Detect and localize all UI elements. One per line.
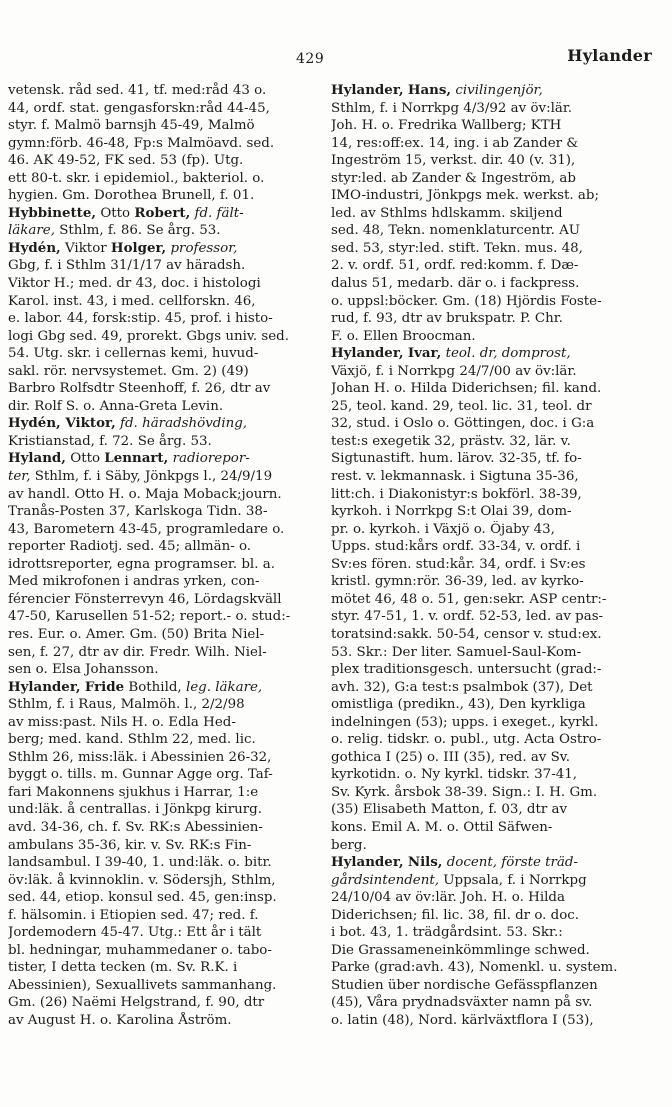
entry-text: Ingeström 15, verkst. dir. 40 (v. 31), bbox=[331, 153, 576, 169]
entry-text: Gbg, f. i Sthlm 31/1/17 av häradsh. bbox=[8, 258, 246, 274]
entry-title: radiorepor- bbox=[172, 451, 250, 467]
entry-text: Diderichsen; fil. lic. 38, fil. dr o. doc. bbox=[331, 907, 580, 923]
entry-name: Holger, bbox=[110, 239, 167, 256]
text-line bbox=[8, 275, 320, 293]
entry-text: Gm. (26) Naëmi Helgstrand, f. 90, dtr bbox=[8, 995, 265, 1011]
text-line bbox=[8, 573, 320, 591]
entry-text: Sthlm, f. i Norrkpg 4/3/92 av öv:lär. bbox=[331, 100, 573, 116]
entry-text: i bot. 43, 1. trädgårdsint. 53. Skr.: bbox=[331, 925, 563, 941]
entry-text: 44, ordf. stat. gengasforskn:råd 44-45, bbox=[8, 100, 270, 116]
text-line bbox=[8, 556, 320, 574]
entry-text: Die Grassameneinkömmlinge schwed. bbox=[331, 942, 590, 958]
entry-text: (45), Våra prydnadsväxter namn på sv. bbox=[331, 995, 593, 1011]
entry-text: styr. 47-51, 1. v. ordf. 52-53, led. av pas- bbox=[331, 609, 604, 625]
text-line bbox=[331, 450, 663, 468]
page-number: 429 bbox=[296, 51, 325, 67]
entry-text: kons. Emil A. M. o. Ottil Säfwen- bbox=[331, 819, 553, 835]
text-line bbox=[8, 977, 320, 995]
entry-text: ambulans 35-36, kir. v. Sv. RK:s Fin- bbox=[8, 837, 252, 853]
entry-text: Jordemodern 45-47. Utg.: Ett år i tält bbox=[8, 925, 262, 941]
entry-text: Sigtunastift. hum. lärov. 32-35, tf. fo- bbox=[331, 451, 582, 467]
text-line bbox=[331, 924, 663, 942]
entry-text: 53. Skr.: Der liter. Samuel-Saul-Kom- bbox=[331, 644, 582, 660]
text-line bbox=[331, 380, 663, 398]
text-line bbox=[8, 117, 320, 135]
entry-text: 46. AK 49-52, FK sed. 53 (fp). Utg. bbox=[8, 153, 244, 169]
text-line bbox=[8, 100, 320, 118]
entry-text: Karol. inst. 43, i med. cellforskn. 46, bbox=[8, 293, 256, 309]
entry-text: 43, Barometern 43-45, programledare o. bbox=[8, 521, 285, 537]
entry-text: o. latin (48), Nord. kärlväxtflora I (53), bbox=[331, 1012, 594, 1028]
entry-name: Hybbinette, bbox=[8, 204, 97, 221]
entry-text: dalus 51, medarb. där o. i fackpress. bbox=[331, 276, 580, 292]
entry-text: Uppsala, f. i Norrkpg bbox=[439, 872, 587, 888]
text-line bbox=[8, 170, 320, 188]
entry-text: 14, res:off:ex. 14, ing. i ab Zander & bbox=[331, 135, 579, 151]
entry-text: Viktor bbox=[60, 240, 111, 256]
entry-name: Hylander, bbox=[8, 678, 81, 695]
text-line bbox=[8, 310, 320, 328]
text-line bbox=[331, 556, 663, 574]
entry-title: fd. fält- bbox=[194, 205, 244, 221]
entry-name: Hylander, bbox=[331, 82, 404, 98]
text-line bbox=[8, 468, 320, 486]
text-line bbox=[331, 854, 663, 872]
text-line bbox=[8, 257, 320, 275]
text-line bbox=[8, 608, 320, 626]
text-line bbox=[8, 328, 320, 346]
entry-text: fari Makonnens sjukhus i Harrar, 1:e bbox=[8, 784, 259, 800]
entry-text: Växjö, f. i Norrkpg 24/7/00 av öv:lär. bbox=[331, 363, 577, 379]
text-line bbox=[8, 994, 320, 1012]
entry-text: o. relig. tidskr. o. publ., utg. Acta Ostro- bbox=[331, 732, 602, 748]
entry-name: Hans, bbox=[407, 82, 452, 98]
entry-text: hygien. Gm. Dorothea Brunell, f. 01. bbox=[8, 188, 255, 204]
text-line bbox=[331, 959, 663, 977]
text-line bbox=[8, 205, 320, 223]
text-line bbox=[8, 380, 320, 398]
text-line bbox=[331, 257, 663, 275]
entry-text: logi Gbg sed. 49, prorekt. Gbgs univ. sed. bbox=[8, 328, 289, 344]
entry-text: Parke (grad:avh. 43), Nomenkl. u. system. bbox=[331, 960, 618, 976]
text-line bbox=[331, 187, 663, 205]
text-line bbox=[8, 661, 320, 679]
entry-text: byggt o. tills. m. Gunnar Agge org. Taf- bbox=[8, 767, 273, 783]
entry-text: Otto bbox=[65, 451, 105, 467]
text-line bbox=[331, 837, 663, 855]
text-line bbox=[331, 977, 663, 995]
text-line bbox=[8, 854, 320, 872]
entry-text: F. o. Ellen Broocman. bbox=[331, 328, 476, 344]
text-line bbox=[331, 82, 663, 100]
text-line bbox=[8, 714, 320, 732]
text-line bbox=[331, 135, 663, 153]
entry-text: IMO-industri, Jönkpgs mek. werkst. ab; bbox=[331, 188, 599, 204]
text-line bbox=[8, 784, 320, 802]
text-line bbox=[331, 538, 663, 556]
text-line bbox=[331, 486, 663, 504]
entry-text: avd. 34-36, ch. f. Sv. RK:s Abessinien- bbox=[8, 819, 263, 835]
entry-title: läkare, bbox=[8, 223, 55, 239]
entry-text: 2. v. ordf. 51, ordf. red:komm. f. Dæ- bbox=[331, 258, 579, 274]
entry-text: öv:läk. å kvinnoklin. v. Södersjh, Sthlm, bbox=[8, 872, 276, 888]
entry-text: 47-50, Karusellen 51-52; report.- o. stud:- bbox=[8, 609, 291, 625]
text-line bbox=[331, 626, 663, 644]
left-column bbox=[8, 82, 320, 1030]
entry-text: f. hälsomin. i Etiopien sed. 47; red. f. bbox=[8, 907, 259, 923]
entry-text: Bothild, bbox=[124, 679, 186, 695]
entry-name: Hylander, bbox=[331, 345, 404, 362]
entry-text: kristl. gymn:rör. 36-39, led. av kyrko- bbox=[331, 574, 584, 590]
entry-text: styr:led. ab Zander & Ingeström, ab bbox=[331, 170, 576, 186]
entry-title: teol. dr, domprost, bbox=[445, 346, 571, 362]
entry-text: Studien über nordische Gefässpflanzen bbox=[331, 977, 598, 993]
text-line bbox=[8, 837, 320, 855]
entry-text: plex traditionsgesch. untersucht (grad:- bbox=[331, 662, 602, 678]
text-line bbox=[8, 152, 320, 170]
text-line bbox=[331, 696, 663, 714]
text-line bbox=[331, 433, 663, 451]
text-line bbox=[331, 293, 663, 311]
entry-text: sed. 48, Tekn. nomenklaturcentr. AU bbox=[331, 223, 581, 239]
entry-text: kyrkoh. i Norrkpg S:t Olai 39, dom- bbox=[331, 504, 572, 520]
entry-text: mötet 46, 48 o. 51, gen:sekr. ASP centr:- bbox=[331, 591, 607, 607]
entry-text: gothica I (25) o. III (35), red. av Sv. bbox=[331, 749, 571, 765]
text-line bbox=[331, 591, 663, 609]
entry-text: Kristianstad, f. 72. Se årg. 53. bbox=[8, 433, 212, 449]
entry-name: Hylander, bbox=[331, 854, 404, 871]
text-line bbox=[8, 591, 320, 609]
entry-text: test:s exegetik 32, prästv. 32, lär. v. bbox=[331, 433, 571, 449]
entry-name: Hyland, bbox=[8, 450, 66, 467]
entry-text: 24/10/04 av öv:lär. Joh. H. o. Hilda bbox=[331, 890, 565, 906]
text-line bbox=[8, 696, 320, 714]
text-line bbox=[331, 766, 663, 784]
entry-text: Abessinien), Sexuallivets sammanhang. bbox=[8, 977, 277, 993]
entry-text: reporter Radiotj. sed. 45; allmän- o. bbox=[8, 539, 252, 555]
text-line bbox=[331, 521, 663, 539]
text-line bbox=[8, 82, 320, 100]
entry-text: gymn:förb. 46-48, Fp:s Malmöavd. sed. bbox=[8, 135, 275, 151]
entry-text: litt:ch. i Diakonistyr:s bokförl. 38-39, bbox=[331, 486, 582, 502]
text-line bbox=[8, 819, 320, 837]
entry-title: fd. häradshövding, bbox=[120, 416, 248, 432]
entry-title: ter, bbox=[8, 469, 31, 485]
text-line bbox=[331, 661, 663, 679]
entry-text: Sthlm 26, miss:läk. i Abessinien 26-32, bbox=[8, 749, 272, 765]
entry-name: Hydén, Viktor, bbox=[8, 415, 116, 432]
entry-text: av August H. o. Karolina Åström. bbox=[8, 1012, 232, 1028]
text-line bbox=[8, 433, 320, 451]
entry-text: pr. o. kyrkoh. i Växjö o. Öjaby 43, bbox=[331, 521, 555, 537]
entry-text: o. uppsl:böcker. Gm. (18) Hjördis Foste- bbox=[331, 293, 602, 309]
text-line bbox=[331, 801, 663, 819]
text-line bbox=[8, 503, 320, 521]
text-line bbox=[8, 293, 320, 311]
text-line bbox=[331, 644, 663, 662]
text-line bbox=[331, 889, 663, 907]
text-line bbox=[8, 240, 320, 258]
text-line bbox=[8, 187, 320, 205]
text-line bbox=[331, 345, 663, 363]
entry-name: Nils, bbox=[407, 854, 443, 871]
entry-text: 25, teol. kand. 29, teol. lic. 31, teol. dr bbox=[331, 398, 592, 414]
entry-text: ett 80-t. skr. i epidemiol., bakteriol. o. bbox=[8, 170, 265, 186]
entry-text: av miss:past. Nils H. o. Edla Hed- bbox=[8, 714, 236, 730]
text-line bbox=[331, 117, 663, 135]
entry-text: e. labor. 44, forsk:stip. 45, prof. i histo- bbox=[8, 311, 273, 327]
entry-text: styr. f. Malmö barnsjh 45-49, Malmö bbox=[8, 118, 255, 134]
text-line bbox=[8, 626, 320, 644]
text-line bbox=[331, 1012, 663, 1030]
right-column bbox=[331, 82, 663, 1030]
entry-text: Med mikrofonen i andras yrken, con- bbox=[8, 574, 260, 590]
entry-text: dir. Rolf S. o. Anna-Greta Levin. bbox=[8, 398, 224, 414]
text-line bbox=[8, 486, 320, 504]
entry-name: Ivar, bbox=[407, 345, 442, 362]
entry-text: av handl. Otto H. o. Maja Moback;journ. bbox=[8, 486, 282, 502]
entry-title: civilingenjör, bbox=[455, 83, 543, 98]
entry-text: idrottsreporter, egna programser. bl. a. bbox=[8, 556, 275, 572]
text-line bbox=[331, 714, 663, 732]
entry-name: Fride bbox=[84, 678, 125, 695]
text-line bbox=[8, 766, 320, 784]
entry-text: 32, stud. i Oslo o. Göttingen, doc. i G:a bbox=[331, 416, 595, 432]
entry-text: vetensk. råd sed. 41, tf. med:råd 43 o. bbox=[8, 83, 267, 98]
text-line bbox=[8, 135, 320, 153]
text-line bbox=[331, 573, 663, 591]
entry-text: berg. bbox=[331, 837, 367, 853]
entry-title: professor, bbox=[170, 240, 238, 256]
entry-text: berg; med. kand. Sthlm 22, med. lic. bbox=[8, 732, 256, 748]
text-line bbox=[331, 328, 663, 346]
entry-text: Sv. Kyrk. årsbok 38-39. Sign.: I. H. Gm. bbox=[331, 784, 598, 800]
entry-text: Otto bbox=[96, 205, 135, 221]
entry-text: sed. 53, styr:led. stift. Tekn. mus. 48, bbox=[331, 240, 583, 256]
text-line bbox=[331, 942, 663, 960]
text-line bbox=[331, 222, 663, 240]
text-line bbox=[331, 310, 663, 328]
entry-text: sen o. Elsa Johansson. bbox=[8, 662, 159, 678]
text-line bbox=[331, 731, 663, 749]
text-line bbox=[8, 363, 320, 381]
entry-text: Upps. stud:kårs ordf. 33-34, v. ordf. i bbox=[331, 539, 581, 555]
text-line bbox=[331, 363, 663, 381]
entry-text: rest. v. lekmannask. i Sigtuna 35-36, bbox=[331, 469, 579, 485]
text-line bbox=[331, 415, 663, 433]
text-line bbox=[8, 398, 320, 416]
text-line bbox=[331, 907, 663, 925]
entry-title: leg. läkare, bbox=[185, 679, 263, 695]
entry-text: (35) Elisabeth Matton, f. 03, dtr av bbox=[331, 802, 568, 818]
text-line bbox=[8, 644, 320, 662]
entry-text: Sthlm, f. i Raus, Malmöh. l., 2/2/98 bbox=[8, 697, 245, 713]
text-line bbox=[8, 907, 320, 925]
entry-text: Johan H. o. Hilda Diderichsen; fil. kand. bbox=[331, 381, 602, 397]
text-line bbox=[8, 872, 320, 890]
text-line bbox=[331, 608, 663, 626]
text-line bbox=[331, 468, 663, 486]
text-line bbox=[8, 749, 320, 767]
text-line bbox=[331, 503, 663, 521]
entry-title: gårdsintendent, bbox=[331, 872, 439, 888]
entry-name: Robert, bbox=[134, 204, 191, 221]
entry-text: Sthlm, f. i Säby, Jönkpgs l., 24/9/19 bbox=[30, 469, 273, 485]
entry-name: Lennart, bbox=[104, 450, 169, 467]
entry-text: sakl. rör. nervsystemet. Gm. 2) (49) bbox=[8, 363, 249, 379]
entry-text: Sv:es fören. stud:kår. 34, ordf. i Sv:es bbox=[331, 556, 586, 572]
text-line bbox=[331, 784, 663, 802]
text-line bbox=[8, 924, 320, 942]
text-line bbox=[331, 872, 663, 890]
entry-text: omistliga (predikn., 43), Den kyrkliga bbox=[331, 697, 586, 713]
text-line bbox=[331, 819, 663, 837]
text-line bbox=[8, 942, 320, 960]
entry-text: sed. 44, etiop. konsul sed. 45, gen:insp. bbox=[8, 890, 277, 906]
text-line bbox=[331, 749, 663, 767]
entry-text: landsambul. I 39-40, 1. und:läk. o. bitr. bbox=[8, 855, 272, 871]
running-head: Hylander bbox=[567, 46, 652, 65]
entry-text: indelningen (53); upps. i exeget., kyrkl. bbox=[331, 714, 599, 730]
text-line bbox=[8, 450, 320, 468]
entry-text: led. av Sthlms hdlskamm. skiljend bbox=[331, 205, 563, 221]
entry-text: tister, I detta tecken (m. Sv. R.K. i bbox=[8, 960, 238, 976]
text-line bbox=[8, 415, 320, 433]
text-line bbox=[331, 205, 663, 223]
text-line bbox=[331, 679, 663, 697]
text-line bbox=[331, 275, 663, 293]
entry-text: rud, f. 93, dtr av brukspatr. P. Chr. bbox=[331, 311, 563, 327]
text-line bbox=[331, 100, 663, 118]
text-line bbox=[331, 398, 663, 416]
entry-title: docent, förste träd- bbox=[446, 855, 579, 871]
text-line bbox=[8, 801, 320, 819]
entry-text: férencier Fönsterrevyn 46, Lördagskväll bbox=[8, 591, 282, 607]
text-line bbox=[8, 679, 320, 697]
entry-text: Viktor H.; med. dr 43, doc. i histologi bbox=[8, 276, 261, 292]
entry-text: sen, f. 27, dtr av dir. Fredr. Wilh. Niel- bbox=[8, 644, 267, 660]
text-line bbox=[8, 889, 320, 907]
entry-text: 54. Utg. skr. i cellernas kemi, huvud- bbox=[8, 346, 259, 362]
entry-text: und:läk. å centrallas. i Jönkpg kirurg. bbox=[8, 802, 262, 818]
text-line bbox=[8, 959, 320, 977]
text-line bbox=[331, 240, 663, 258]
entry-text: Tranås-Posten 37, Karlskoga Tidn. 38- bbox=[8, 504, 268, 520]
entry-text: res. Eur. o. Amer. Gm. (50) Brita Niel- bbox=[8, 626, 265, 642]
entry-text: avh. 32), G:a test:s psalmbok (37), Det bbox=[331, 679, 593, 695]
text-line bbox=[331, 170, 663, 188]
text-line bbox=[331, 152, 663, 170]
text-line bbox=[8, 731, 320, 749]
text-line bbox=[8, 538, 320, 556]
text-line bbox=[331, 994, 663, 1012]
entry-text: bl. hedningar, muhammedaner o. tabo- bbox=[8, 942, 272, 958]
entry-name: Hydén, bbox=[8, 239, 61, 256]
text-line bbox=[8, 345, 320, 363]
entry-text: toratsind:sakk. 50-54, censor v. stud:ex. bbox=[331, 626, 602, 642]
text-line bbox=[8, 1012, 320, 1030]
text-line bbox=[8, 222, 320, 240]
entry-text: kyrkotidn. o. Ny kyrkl. tidskr. 37-41, bbox=[331, 767, 578, 783]
entry-text: Joh. H. o. Fredrika Wallberg; KTH bbox=[331, 118, 562, 134]
entry-text: Sthlm, f. 86. Se årg. 53. bbox=[54, 223, 221, 239]
entry-text: Barbro Rolfsdtr Steenhoff, f. 26, dtr av bbox=[8, 381, 271, 397]
text-line bbox=[8, 521, 320, 539]
